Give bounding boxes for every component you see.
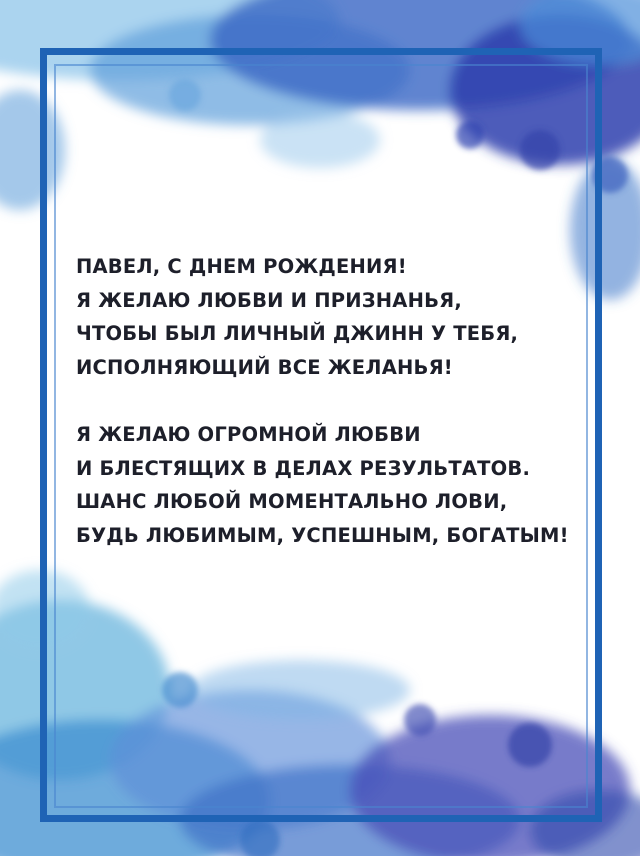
poem-line: И БЛЕСТЯЩИХ В ДЕЛАХ РЕЗУЛЬТАТОВ. [76, 456, 531, 480]
poem-line: БУДЬ ЛЮБИМЫМ, УСПЕШНЫМ, БОГАТЫМ! [76, 523, 569, 547]
poem-stanza-1 [76, 250, 576, 384]
poem-stanza-2 [76, 418, 576, 552]
poem-line: Я ЖЕЛАЮ ОГРОМНОЙ ЛЮБВИ [76, 423, 421, 446]
poem-line: ЧТОБЫ БЫЛ ЛИЧНЫЙ ДЖИНН У ТЕБЯ, [76, 322, 519, 345]
greeting-poem [76, 250, 576, 586]
poem-line: Я ЖЕЛАЮ ЛЮБВИ И ПРИЗНАНЬЯ, [76, 288, 462, 312]
poem-line: ШАНС ЛЮБОЙ МОМЕНТАЛЬНО ЛОВИ, [76, 490, 508, 513]
poem-line: ПАВЕЛ, С ДНЕМ РОЖДЕНИЯ! [76, 255, 407, 278]
poem-line: ИСПОЛНЯЮЩИЙ ВСЕ ЖЕЛАНЬЯ! [76, 355, 453, 379]
